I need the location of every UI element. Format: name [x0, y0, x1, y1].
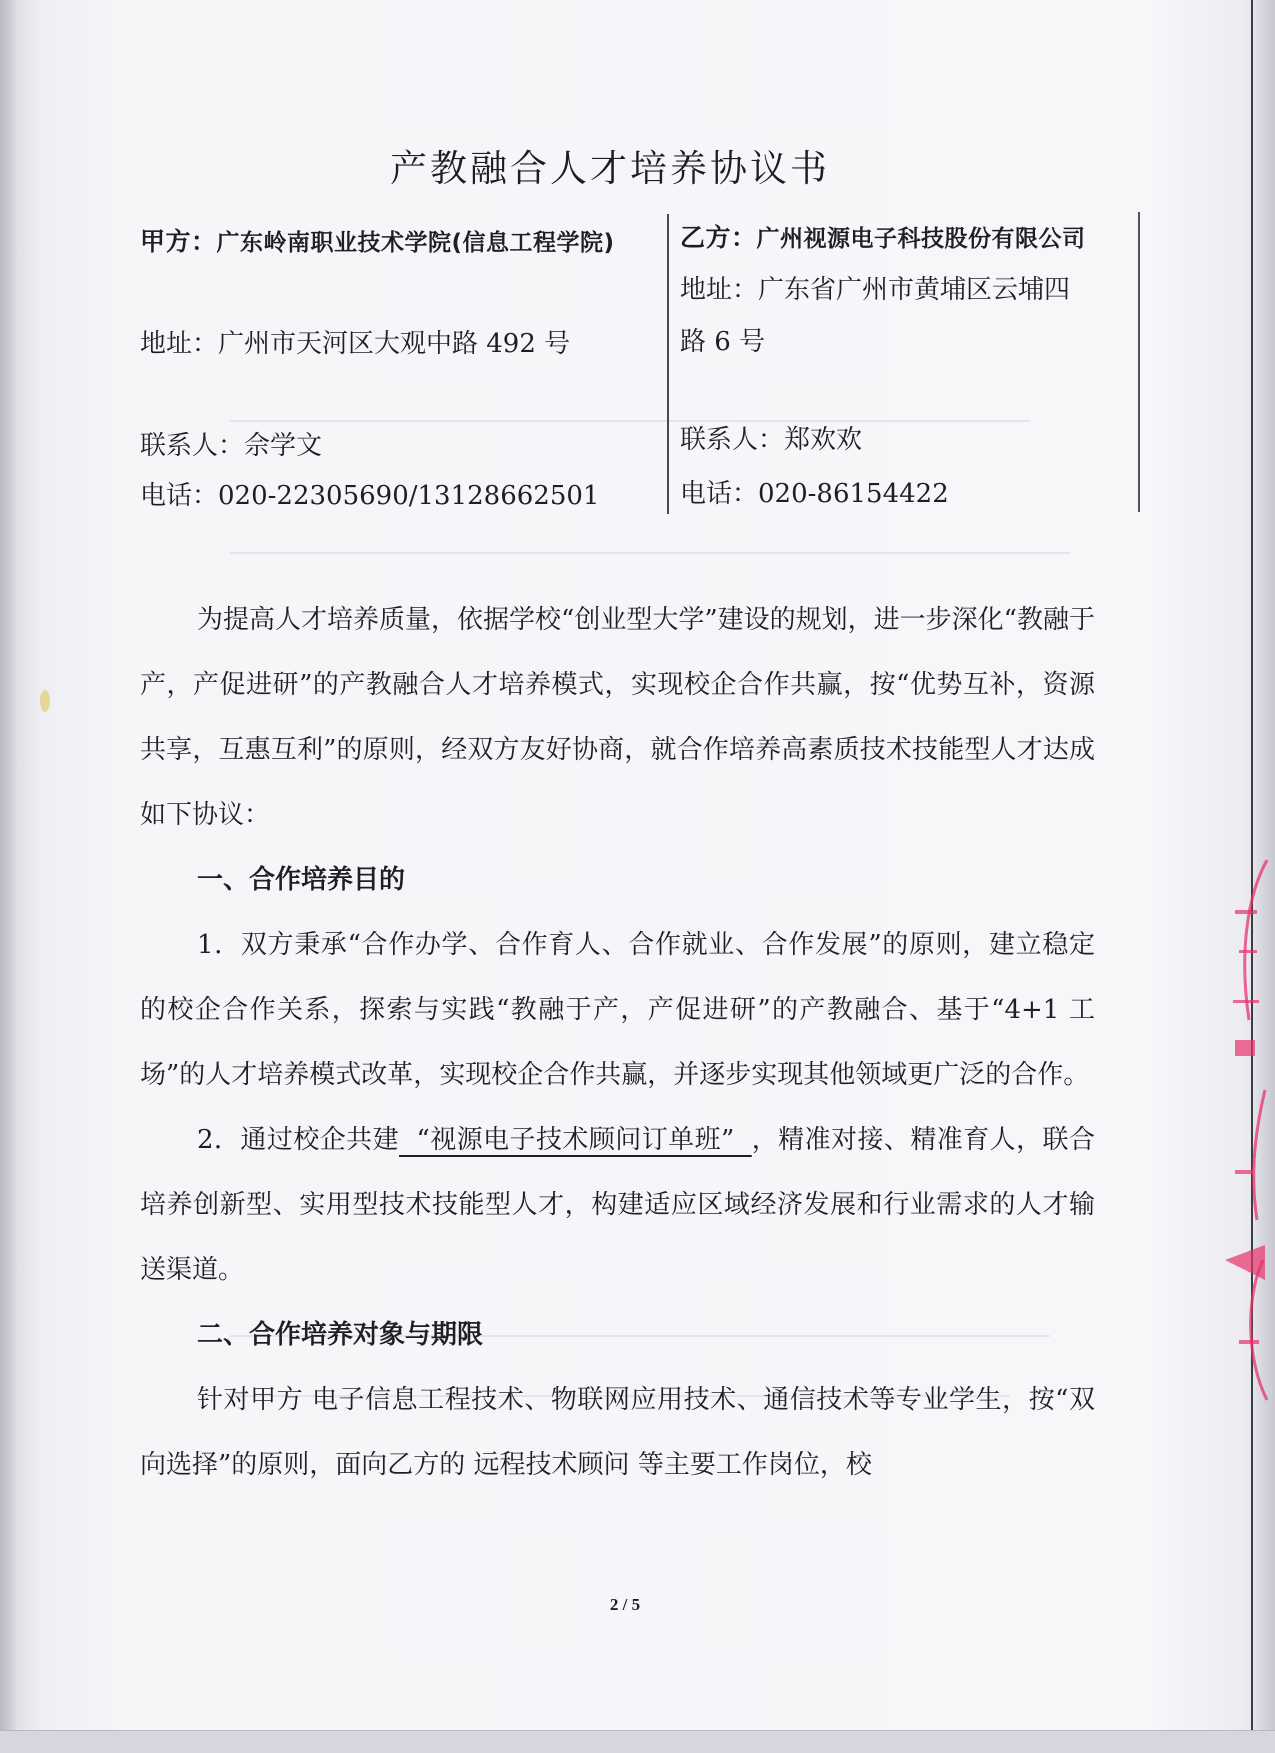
clause-3: 针对甲方 电子信息工程技术、物联网应用技术、通信技术等专业学生，按“双向选择”的原则，面向乙方的 远程技术顾问 等主要工作岗位，校 — [140, 1385, 1095, 1480]
clause-2-suffix: ，精准对接、精准育人，联合培养创新型、实用型技术技能型人才，构建适应区域经济发展和行业需求的人才输送渠道。 — [140, 1125, 1095, 1285]
section-1-heading: 一、合作培养目的 — [197, 865, 406, 895]
clause-2-prefix: 2．通过校企共建 — [197, 1125, 400, 1155]
scan-bottom-band — [0, 1730, 1275, 1753]
party-a-address: 地址：广州市天河区大观中路 492 号 — [140, 329, 571, 359]
box-border-right — [1138, 212, 1140, 512]
page-number: 2 / 5 — [609, 1595, 641, 1614]
bleed-through-line — [230, 420, 1030, 422]
party-b-name-line — [680, 220, 1086, 257]
order-class-name: “视源电子技术顾问订单班” — [399, 1125, 752, 1155]
party-b-contact: 联系人：郑欢欢 — [680, 425, 863, 455]
agreement-body — [140, 588, 1095, 1498]
party-a-name-line — [140, 224, 615, 261]
bleed-through-line — [230, 552, 1070, 554]
party-a-contact: 联系人：佘学文 — [140, 431, 323, 461]
party-a-phone: 电话：020-22305690/13128662501 — [140, 481, 600, 511]
clause-2 — [140, 1108, 1095, 1303]
section-2-heading: 二、合作培养对象与期限 — [197, 1320, 484, 1350]
party-b-label: 乙方： — [680, 223, 757, 252]
column-divider — [667, 214, 669, 514]
party-a-name: 广东岭南职业技术学院(信息工程学院) — [216, 230, 615, 256]
party-b-address-line1: 地址：广东省广州市黄埔区云埔四 — [680, 275, 1071, 305]
party-a-label: 甲方： — [140, 227, 217, 256]
intro-paragraph: 为提高人才培养质量，依据学校“创业型大学”建设的规划，进一步深化“教融于产，产促进研”的产教融合人才培养模式，实现校企合作共赢，按“优势互补，资源共享，互惠互利”的原则，经双方友好协商，就合作培养高素质技术技能型人才达成如下协议： — [140, 605, 1095, 830]
party-b-name: 广州视源电子科技股份有限公司 — [756, 226, 1086, 252]
party-b-phone: 电话：020-86154422 — [680, 479, 949, 509]
party-b-address-line2: 路 6 号 — [680, 327, 766, 357]
paper-stain — [40, 690, 50, 712]
scan-shadow-left — [0, 0, 18, 1753]
red-seal-stamp — [1205, 840, 1275, 1420]
clause-1: 1．双方秉承“合作办学、合作育人、合作就业、合作发展”的原则，建立稳定的校企合作关系，探索与实践“教融于产，产促进研”的产教融合、基于“4+1 工场”的人才培养模式改革，实现校企合作共赢，并逐步实现其他领域更广泛的合作。 — [140, 930, 1095, 1090]
document-title: 产教融合人才培养协议书 — [390, 147, 830, 190]
